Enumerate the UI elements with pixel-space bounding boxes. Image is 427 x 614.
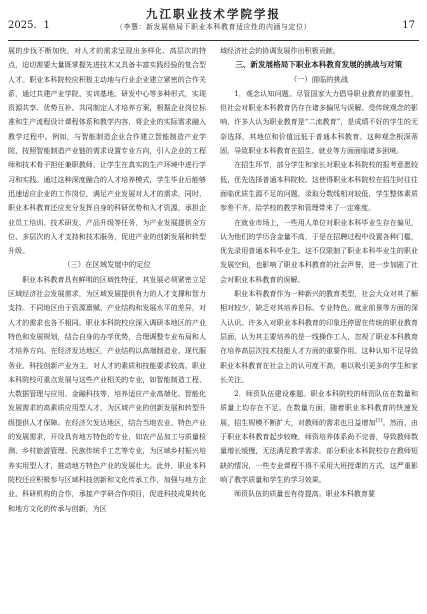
subsection-heading-challenges: （一）面临的挑战 — [289, 74, 349, 84]
right-column — [220, 44, 418, 502]
paragraph-enrollment: 在招生环节，部分学生和家长对职业本科院校的报考意愿较低，优先选择普通本科院校。这使得职业本科院校在招生时往往面临优质生源不足的问题，录取分数线相对较低，学生整体素质参差不齐，给学校的教学和管理带来了一定难度。 — [220, 160, 418, 213]
running-title: （李慧：新发展格局下职业本科教育适应性的内涵与定位） — [116, 23, 311, 31]
journal-title: 九江职业技术学院学报 — [146, 7, 281, 21]
left-paragraph-2: 职业本科教育具有鲜明的区域性特征，其发展必须紧密立足区域经济社会发展需求，为区域发展提供有力的人才支撑和智力支持。不同地区由于资源禀赋、产业结构和发展水平的差异，对人才的需求也各不相同。职业本科院校应深入调研本地区的产业特色和发展规划，结合自身的办学优势，合理调整专业布局和人才培养方向。在经济发达地区，产业结构以高端制造业、现代服务业、科技创新产业为主，对人才的素质和技能要求较高。职业本科院校可重点发展与这些产业相关的专业，如智能制造工程、大数据管理与应用、金融科技等，培养适应产业高端化、智能化发展需求的高素质应用型人才，为区域产业的创新发展和转型升级提供人才保障。在经济欠发达地区，结合当地农业、特色产业的发展需求，开设具有地方特色的专业，如农产品加工与质量检测、乡村旅游管理、民族传统手工艺等专业，为区域乡村振兴培养实用型人才，推动地方特色产业的发展壮大。此外，职业本科院校还应积极参与区域科技创新和文化传承工作，加强与地方企业、科研机构的合作，承接产学研合作项目，促进科技成果转化和地方文化的传承与创新，为区 — [8, 274, 206, 513]
left-column — [8, 44, 206, 516]
page-header — [8, 6, 419, 41]
paragraph-concept-awareness: 1．观念认知问题。尽管国家大力倡导职业教育的重要性，但社会对职业本科教育仍存在诸多偏见与误解。受传统观念的影响，许多人认为职业教育是“二流教育”，是成绩不好的学生的无奈选择，其地位和价值远低于普通本科教育。这种观念根深蒂固，导致职业本科教育在招生、就业等方面面临诸多困境。 — [220, 88, 418, 156]
citation-marker: [1] — [375, 417, 383, 424]
faculty-text-part2: 。然而，由于职业本科教育起步较晚，师资培养体系尚不完善，导致教师数量增长缓慢，无法满足教学需求。部分职业本科院校存在教师短缺的情况，一些专业课程不得不采用大班授课的方式，这严重影响了教学质量和学生的学习效果。 — [220, 417, 418, 484]
paragraph-public-understanding: 职业本科教育作为一种新兴的教育类型，社会大众对其了解相对较少，缺乏对其培养目标、专业特色、就业前景等方面的深入认识。许多人对职业本科教育的印象还停留在传统的职业教育层面，认为其主要培养的是一线操作工人，忽视了职业本科教育在培养高层次技术技能人才方面的重要作用。这种认知不足导致职业本科教育在社会上的认可度不高，难以吸引更多的学生和家长关注。 — [220, 289, 418, 384]
left-paragraph-1: 展的步伐不断加快，对人才的需求呈现出多样化、高层次的特点，迫切需要大量既掌握先进技术又具备丰富实践经验的复合型人才。职业本科院校应积极主动地与行业企业建立紧密的合作关系，通过共建产业学院、实训基地、研发中心等多种形式，实现资源共享、优势互补。共同制定人才培养方案，根据企业岗位标准和生产流程设计课程体系和教学内容，将企业的实际需求融入教学过程中。例如，与智能制造企业合作建立智能制造产业学院，按照智能制造产业链的需求设置专业方向，引入企业的工程师和技术骨干担任兼职教师，让学生在真实的生产环境中进行学习和实践。通过这种深度融合的人才培养模式，学生毕业后能够迅速适应企业的工作岗位，满足产业发展对人才的需求，同时，职业本科教育还应充分发挥自身的科研优势和人才资源，承担企业员工培训、技术研发、产品升级等任务，为产业发展提供全方位、多层次的人才支持和技术服务，促进产业的创新发展和转型升级。 — [8, 46, 206, 256]
issue-label: 2025．1 — [8, 20, 50, 31]
paragraph-faculty — [220, 387, 418, 487]
page-number: 17 — [402, 20, 415, 31]
faculty-text-part1: 2．师资队伍建设难题。职业本科院校的师资队伍在数量和质量上均存在不足。在数量方面，随着职业本科教育的快速发展，招生规模不断扩大，对教师的需求也日益增加 — [220, 389, 418, 427]
paragraph-employment: 在就业市场上，一些用人单位对职业本科毕业生存在偏见，认为他们的学历含金量不高，于是在招聘过程中设置各种门槛，优先录用普通本科毕业生。这不仅限制了职业本科毕业生的职业发展空间，也影响了职业本科教育的社会声誉，进一步加剧了社会对职业本科教育的误解。 — [220, 217, 418, 284]
subsection-heading-regional: （三）在区域发展中的定位 — [63, 260, 151, 270]
paragraph-faculty-quality: 师资队伍的质量也有待提高。职业本科教育要 — [234, 489, 376, 499]
right-paragraph-1: 域经济社会的协调发展作出积极贡献。 — [220, 46, 340, 55]
section-heading-challenges: 三、新发展格局下职业本科教育发展的挑战与对策 — [235, 60, 403, 70]
